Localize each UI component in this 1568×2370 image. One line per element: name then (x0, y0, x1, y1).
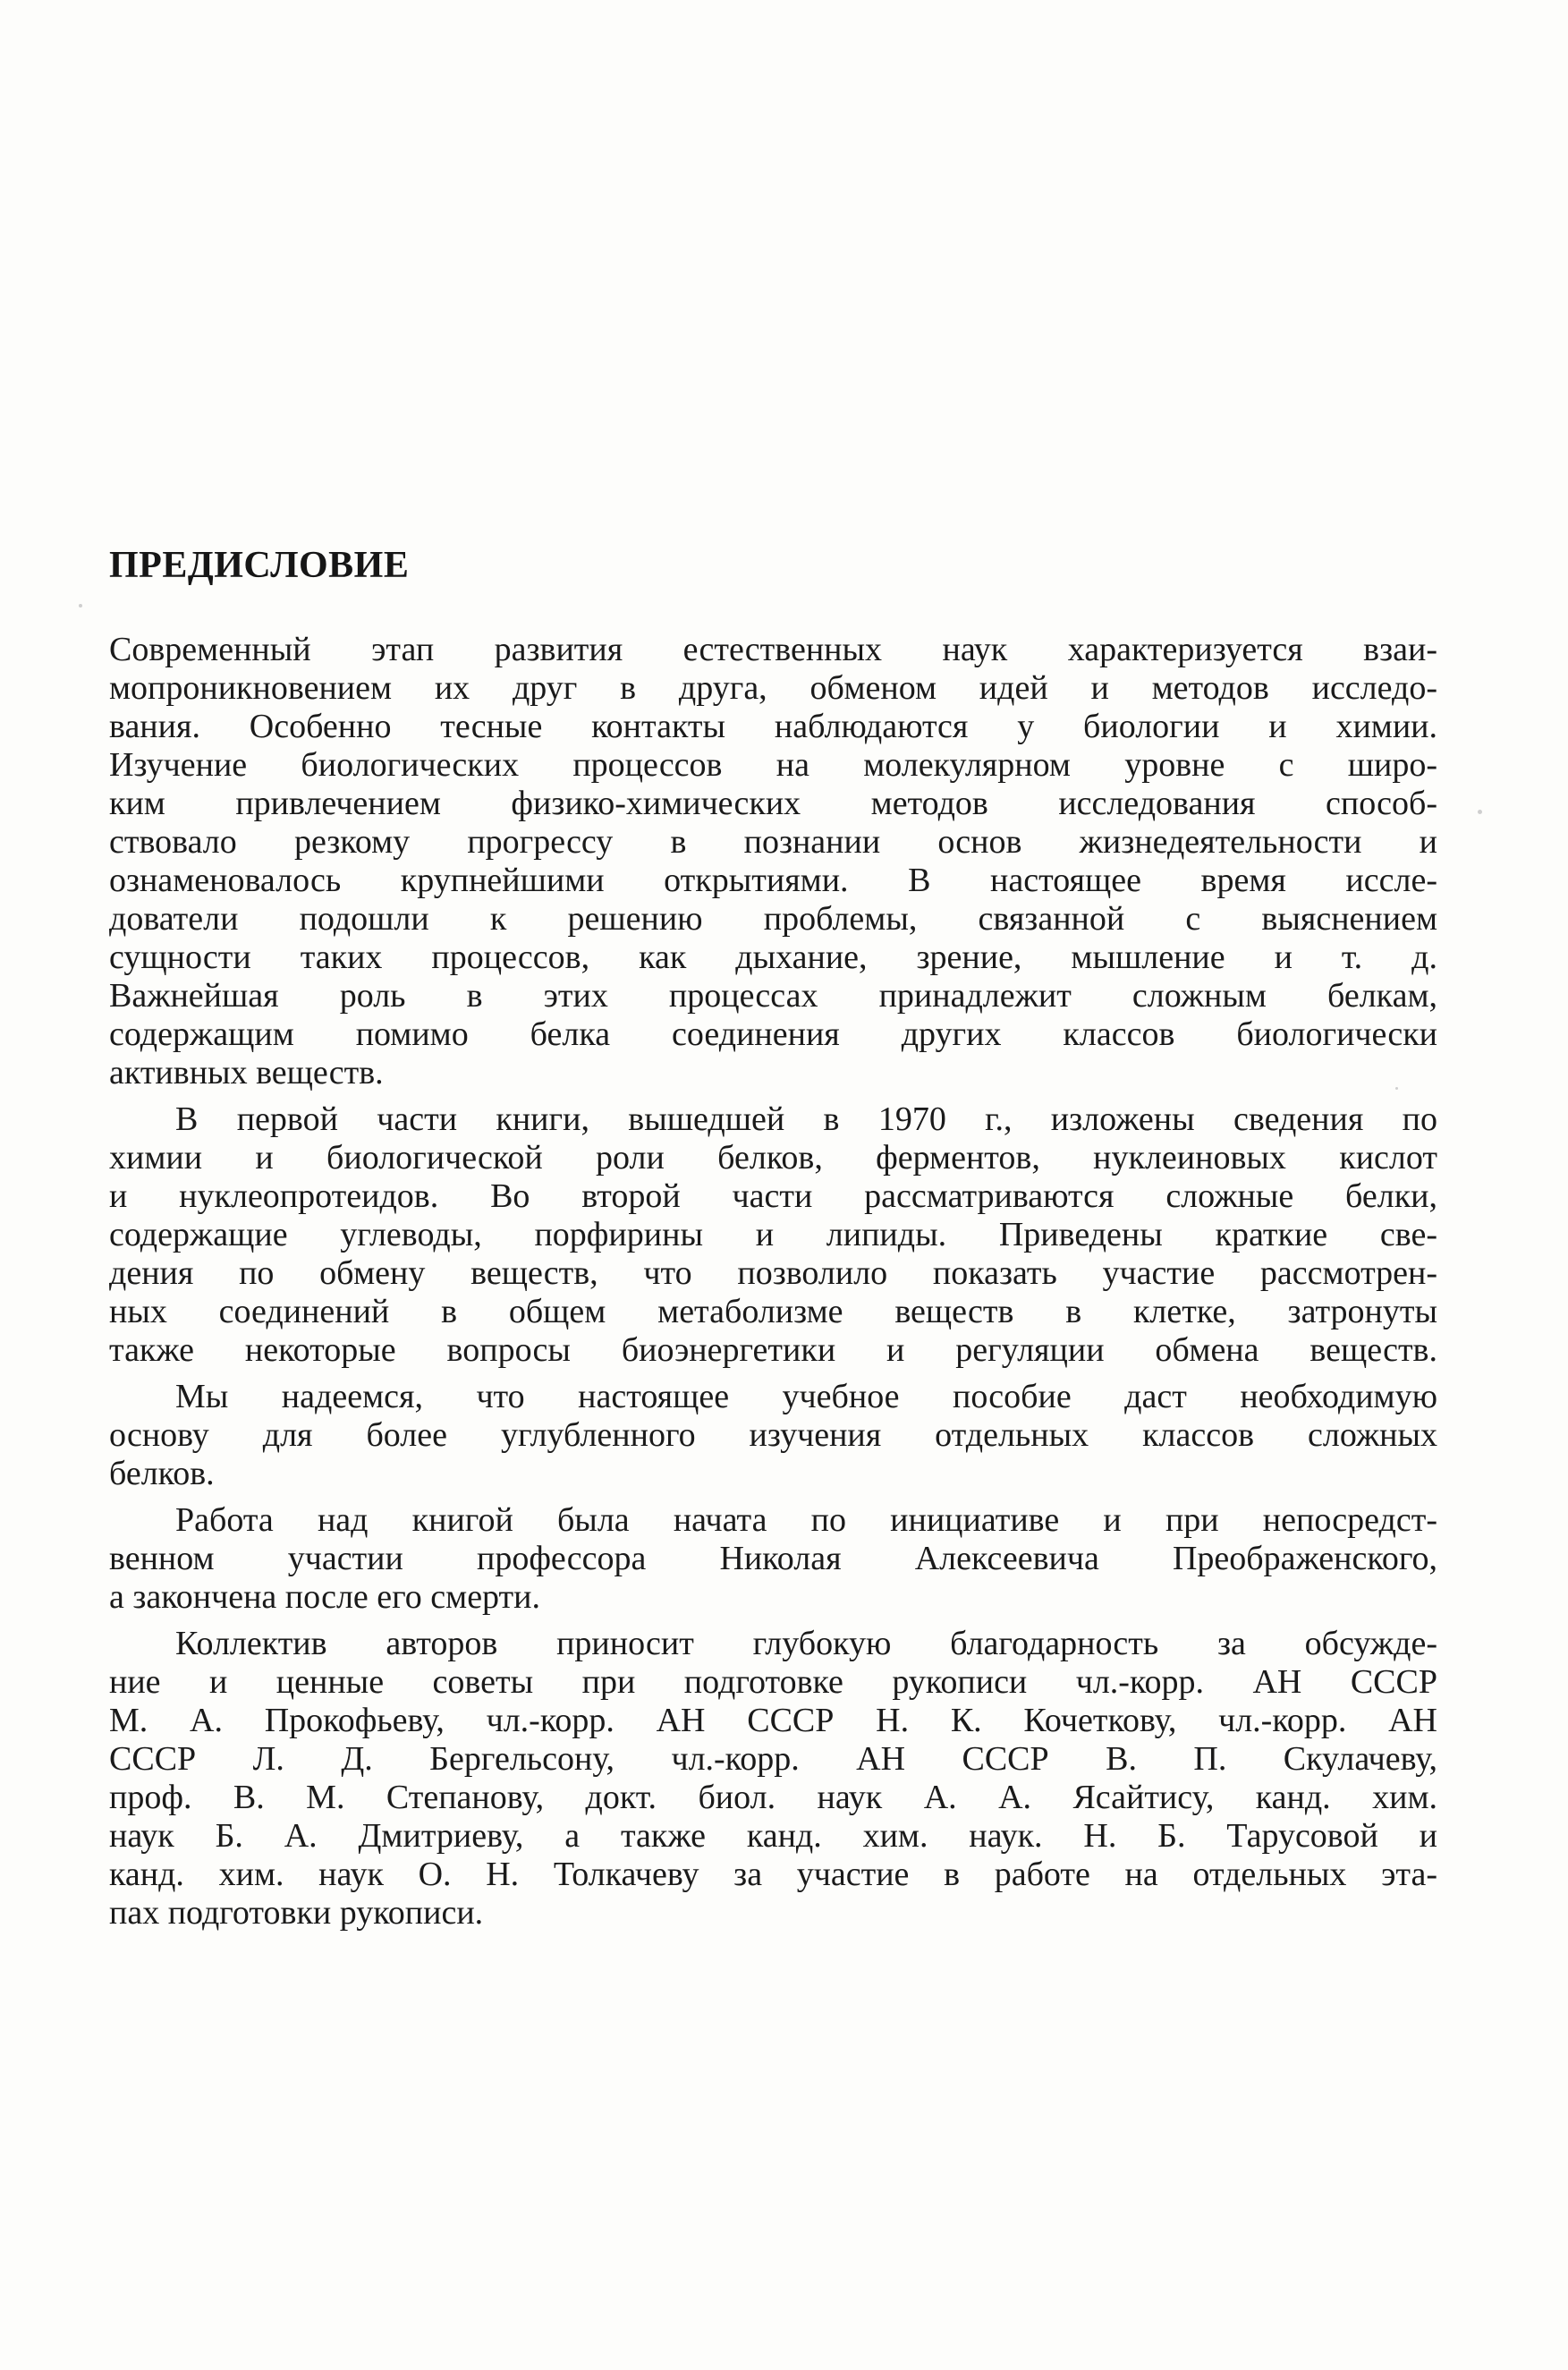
text-line: ким привлечением физико-химических методов исследования способ- (109, 785, 1437, 822)
text-line: а закончена после его смерти. (109, 1578, 540, 1616)
text-line: В первой части книги, вышедшей в 1970 г., изложены сведения по (175, 1100, 1437, 1138)
scan-speck (1395, 1087, 1398, 1090)
text-line: ознаменовалось крупнейшими открытиями. В настоящее время иссле- (109, 862, 1437, 899)
text-line: активных веществ. (109, 1054, 384, 1092)
text-line: венном участии профессора Николая Алексеевича Преображенского, (109, 1540, 1437, 1577)
text-line: и нуклеопротеидов. Во второй части рассматриваются сложные белки, (109, 1177, 1437, 1215)
text-line: пах подготовки рукописи. (109, 1894, 484, 1932)
text-line: Изучение биологических процессов на молекулярном уровне с широ- (109, 746, 1437, 784)
text-line: Мы надеемся, что настоящее учебное пособие даст необходимую (175, 1378, 1437, 1415)
text-line: Работа над книгой была начата по инициативе и при непосредст- (175, 1501, 1437, 1539)
text-line: ствовало резкому прогрессу в познании основ жизнедеятельности и (109, 823, 1437, 861)
text-line: СССР Л. Д. Бергельсону, чл.-корр. АН СССР В. П. Скулачеву, (109, 1740, 1437, 1778)
text-line: Коллектив авторов приносит глубокую благодарность за обсужде- (175, 1625, 1437, 1662)
text-line: содержащим помимо белка соединения других классов биологически (109, 1015, 1437, 1053)
text-line: белков. (109, 1455, 215, 1492)
text-line: вания. Особенно тесные контакты наблюдаются у биологии и химии. (109, 708, 1437, 745)
text-line: содержащие углеводы, порфирины и липиды. Приведены краткие све- (109, 1216, 1437, 1253)
text-line: проф. В. М. Степанову, докт. биол. наук А. А. Ясайтису, канд. хим. (109, 1779, 1437, 1816)
scan-speck (79, 604, 82, 607)
text-line: наук Б. А. Дмитриеву, а также канд. хим. наук. Н. Б. Тарусовой и (109, 1817, 1437, 1855)
text-line: канд. хим. наук О. Н. Толкачеву за участие в работе на отдельных эта- (109, 1856, 1437, 1893)
text-line: ние и ценные советы при подготовке рукописи чл.-корр. АН СССР (109, 1663, 1437, 1701)
scan-speck (1478, 810, 1482, 814)
text-line: сущности таких процессов, как дыхание, зрение, мышление и т. д. (109, 939, 1437, 976)
text-line: дователи подошли к решению проблемы, связанной с выяснением (109, 900, 1437, 938)
text-line: М. А. Прокофьеву, чл.-корр. АН СССР Н. К. Кочеткову, чл.-корр. АН (109, 1702, 1437, 1739)
text-line: Важнейшая роль в этих процессах принадлежит сложным белкам, (109, 977, 1437, 1015)
page-title: ПРЕДИСЛОВИЕ (109, 545, 410, 586)
text-line: ных соединений в общем метаболизме веществ в клетке, затронуты (109, 1293, 1437, 1330)
text-line: химии и биологической роли белков, ферментов, нуклеиновых кислот (109, 1139, 1437, 1177)
text-line: Современный этап развития естественных наук характеризуется взаи- (109, 631, 1437, 668)
text-line: также некоторые вопросы биоэнергетики и регуляции обмена веществ. (109, 1331, 1437, 1369)
text-line: основу для более углубленного изучения отдельных классов сложных (109, 1416, 1437, 1454)
text-line: дения по обмену веществ, что позволило показать участие рассмотрен- (109, 1254, 1437, 1292)
text-line: мопроникновением их друг в друга, обменом идей и методов исследо- (109, 669, 1437, 707)
